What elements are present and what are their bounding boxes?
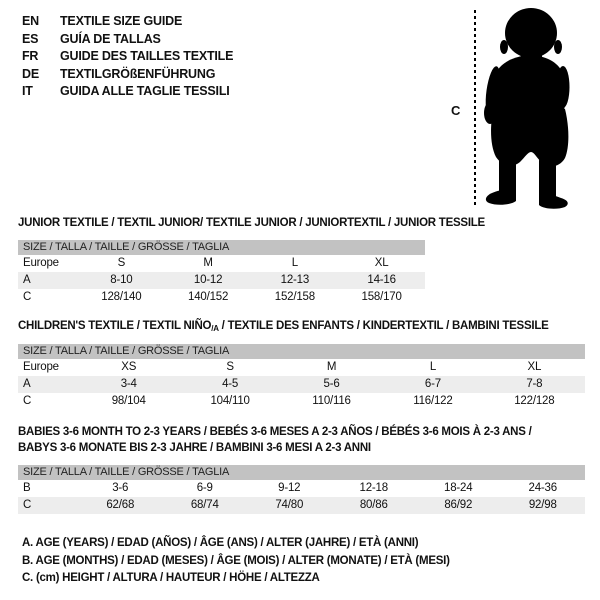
size-cell: XL	[527, 361, 542, 373]
lang-title: GUÍA DE TALLAS	[60, 31, 161, 46]
age-cell: 18-24	[444, 482, 473, 494]
table-row-europe	[18, 359, 585, 376]
height-cell: 152/158	[274, 291, 315, 303]
size-cell: XS	[121, 361, 137, 373]
height-measure-label: C	[451, 103, 461, 118]
language-title-list	[22, 13, 233, 101]
age-cell: 3-6	[112, 482, 129, 494]
size-header-bar: SIZE / TALLA / TAILLE / GRÖSSE / TAGLIA	[18, 465, 585, 480]
size-cell: L	[291, 257, 298, 269]
junior-size-table	[18, 240, 425, 306]
row-label: C	[23, 395, 32, 407]
height-cell: 128/140	[101, 291, 142, 303]
lang-title: TEXTILGRÖßENFÜHRUNG	[60, 66, 216, 81]
toddler-silhouette-image	[479, 5, 575, 212]
height-cell: 158/170	[361, 291, 402, 303]
height-cell: 92/98	[528, 499, 557, 511]
age-cell: 6-9	[196, 482, 213, 494]
height-measure-dashed-line	[474, 10, 476, 206]
lang-code: ES	[22, 31, 39, 46]
children-title-pre: CHILDREN'S TEXTILE / TEXTIL NIÑO	[18, 320, 212, 332]
height-cell: 86/92	[444, 499, 473, 511]
row-label: Europe	[23, 361, 59, 373]
age-cell: 8-10	[110, 274, 133, 286]
lang-row-en	[22, 13, 233, 31]
size-cell: S	[226, 361, 234, 373]
size-cell: XL	[374, 257, 389, 269]
lang-code: EN	[22, 14, 39, 28]
row-label: Europe	[23, 257, 59, 269]
size-cell: M	[203, 257, 213, 269]
age-cell: 14-16	[367, 274, 396, 286]
children-size-table	[18, 344, 585, 410]
height-cell: 116/122	[413, 395, 453, 407]
height-cell: 122/128	[514, 395, 555, 407]
age-cell: 24-36	[528, 482, 557, 494]
lang-title: GUIDA ALLE TAGLIE TESSILI	[60, 84, 230, 98]
legend-note-a: A. AGE (YEARS) / EDAD (AÑOS) / ÂGE (ANS) / ALTER (JAHRE) / ETÀ (ANNI)	[22, 537, 419, 549]
table-row-age	[18, 272, 425, 289]
lang-row-it	[22, 83, 233, 101]
size-header-bar: SIZE / TALLA / TAILLE / GRÖSSE / TAGLIA	[18, 344, 585, 359]
age-cell: 4-5	[222, 378, 239, 390]
lang-title: TEXTILE SIZE GUIDE	[60, 14, 183, 28]
height-cell: 74/80	[275, 499, 304, 511]
lang-row-fr	[22, 48, 233, 66]
height-cell: 62/68	[106, 499, 135, 511]
age-cell: 10-12	[193, 274, 223, 286]
lang-row-de	[22, 66, 233, 84]
table-row-age	[18, 376, 585, 393]
legend-note-b: B. AGE (MONTHS) / EDAD (MESES) / ÂGE (MOIS) / ALTER (MONATE) / ETÀ (MESI)	[22, 554, 450, 567]
babies-title-line1: BABIES 3-6 MONTH TO 2-3 YEARS / BEBÉS 3-6 MESES A 2-3 AÑOS / BÉBÉS 3-6 MOIS À 2-3 ANS /	[18, 426, 532, 438]
age-cell: 12-13	[280, 274, 310, 286]
row-label: C	[23, 291, 32, 303]
children-title-subscript: /A	[211, 324, 219, 333]
table-row-age-months	[18, 480, 585, 497]
height-cell: 140/152	[188, 291, 229, 303]
height-cell: 98/104	[111, 395, 146, 407]
lang-row-es	[22, 31, 233, 49]
size-cell: M	[326, 361, 337, 373]
babies-title-line2: BABYS 3-6 MONATE BIS 2-3 JAHRE / BAMBINI 3-6 MESI A 2-3 ANNI	[18, 442, 371, 454]
age-cell: 3-4	[120, 378, 137, 390]
babies-size-table	[18, 465, 585, 514]
babies-section-title	[18, 424, 532, 456]
children-title-post: / TEXTILE DES ENFANTS / KINDERTEXTIL / BAMBINI TESSILE	[218, 320, 549, 332]
table-row-europe	[18, 255, 425, 272]
size-cell: S	[117, 257, 126, 269]
age-cell: 5-6	[323, 378, 340, 390]
height-cell: 104/110	[210, 395, 250, 407]
legend-notes	[22, 535, 450, 588]
children-section-title	[18, 318, 549, 337]
size-header-bar: SIZE / TALLA / TAILLE / GRÖSSE / TAGLIA	[18, 240, 425, 255]
legend-note-c: C. (cm) HEIGHT / ALTURA / HAUTEUR / HÖHE / ALTEZZA	[22, 572, 320, 584]
lang-code: IT	[22, 84, 33, 98]
lang-title: GUIDE DES TAILLES TEXTILE	[60, 49, 234, 63]
table-row-height	[18, 289, 425, 306]
table-row-height	[18, 393, 585, 410]
lang-code: FR	[22, 49, 39, 63]
height-cell: 68/74	[190, 499, 219, 511]
lang-code: DE	[22, 66, 39, 81]
age-cell: 9-12	[278, 482, 301, 494]
age-cell: 6-7	[424, 378, 441, 390]
row-label: A	[23, 274, 31, 286]
row-label: A	[23, 378, 31, 390]
row-label: C	[23, 499, 32, 511]
age-cell: 12-18	[359, 482, 388, 494]
age-cell: 7-8	[526, 378, 543, 390]
row-label: B	[23, 482, 31, 494]
size-cell: L	[429, 361, 437, 373]
height-cell: 80/86	[359, 499, 388, 511]
junior-section-title: JUNIOR TEXTILE / TEXTIL JUNIOR/ TEXTILE JUNIOR / JUNIORTEXTIL / JUNIOR TESSILE	[18, 217, 485, 229]
height-cell: 110/116	[312, 395, 351, 407]
table-row-height	[18, 497, 585, 514]
